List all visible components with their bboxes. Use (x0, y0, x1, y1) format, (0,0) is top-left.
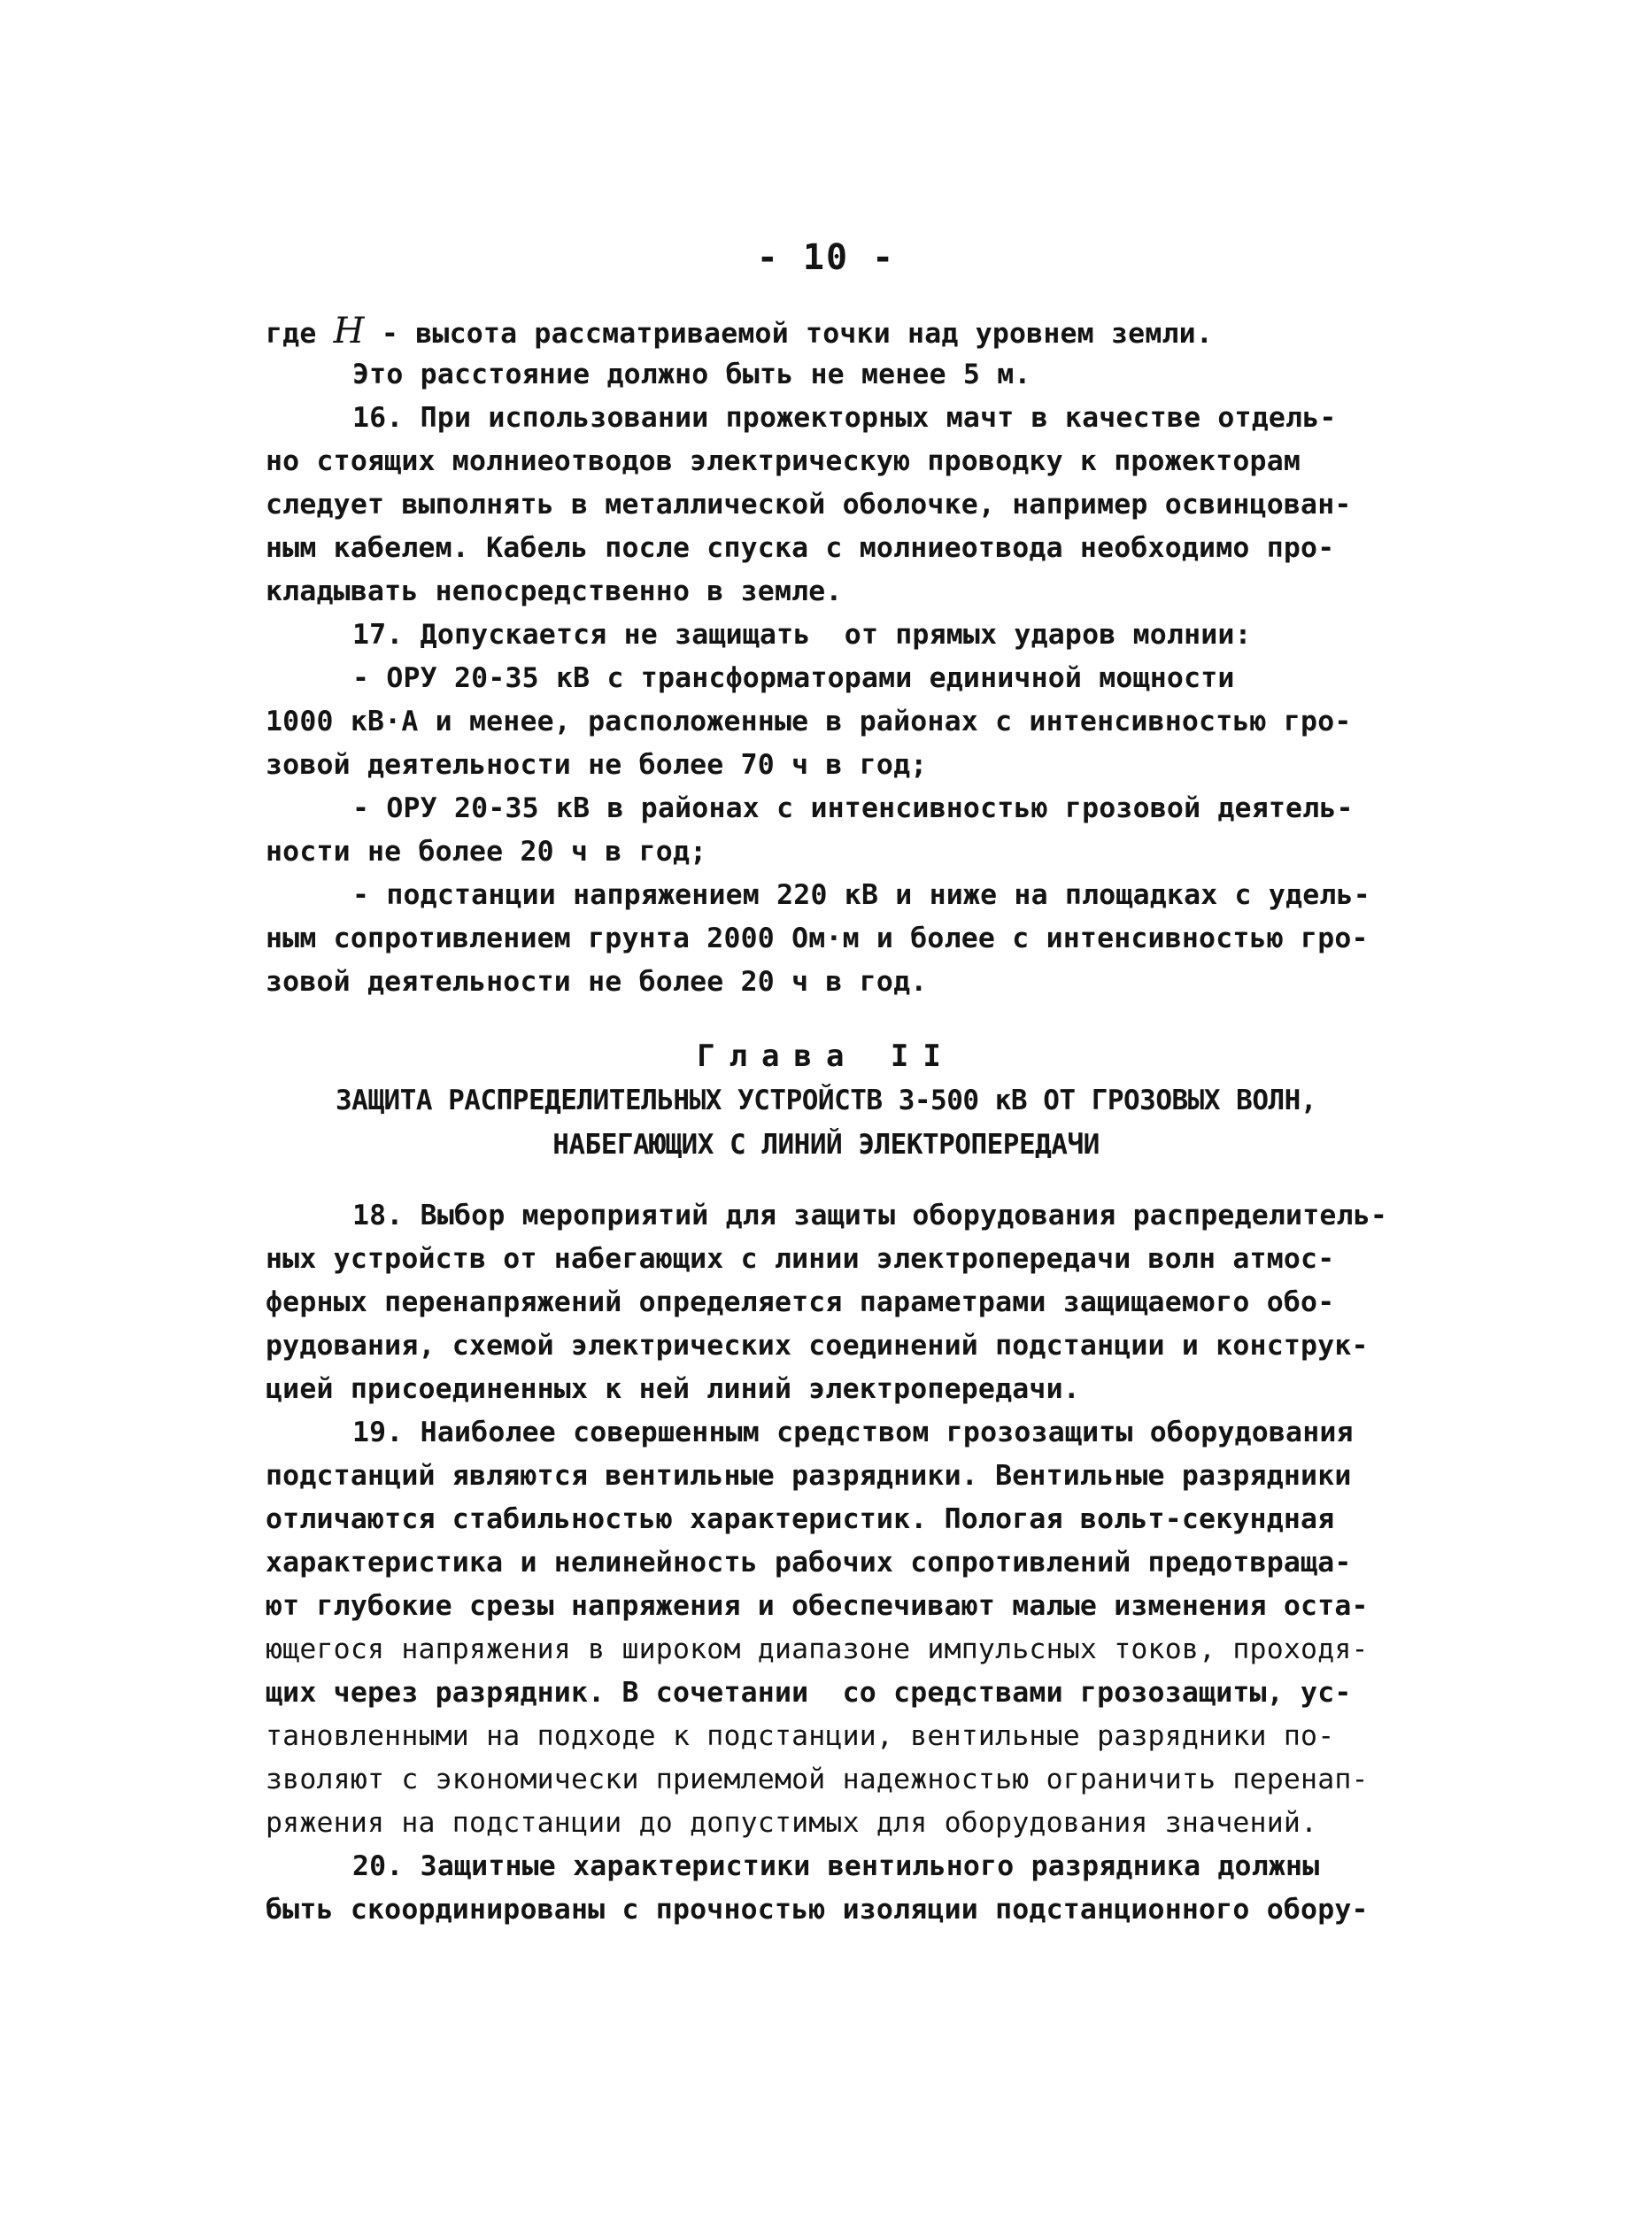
text-line: характеристика и нелинейность рабочих сопротивлений предотвраща- (266, 1547, 1352, 1579)
paragraph-18-start: 18. Выбор мероприятий для защиты оборудования распределитель- (352, 1200, 1388, 1232)
text-line: ным сопротивлением грунта 2000 Ом·м и более с интенсивностью гро- (266, 923, 1369, 954)
variable-h: H (333, 311, 365, 351)
chapter-title (0, 1078, 1652, 1167)
text-line: зовой деятельности не более 70 ч в год; (266, 749, 928, 781)
text-line: отличаются стабильностью характеристик. Пологая вольт-секундная (266, 1503, 1335, 1535)
text-line: следует выполнять в металлической оболочке, например освинцован- (266, 489, 1352, 521)
chapter-title-line: ЗАЩИТА РАСПРЕДЕЛИТЕЛЬНЫХ УСТРОЙСТВ 3-500 кВ ОТ ГРОЗОВЫХ ВОЛН, (336, 1085, 1316, 1116)
paragraph-19-start: 19. Наиболее совершенным средством грозозащиты оборудования (352, 1417, 1354, 1448)
text-line: ферных перенапряжений определяется параметрами защищаемого обо- (266, 1286, 1335, 1318)
section-bottom (266, 1194, 1408, 1932)
text-line: но стоящих молниеотводов электрическую проводку к прожекторам (266, 445, 1301, 477)
text-line: ряжения на подстанции до допустимых для оборудования значений. (266, 1807, 1318, 1839)
text-line (266, 310, 1408, 353)
text-line: 1000 кВ·А и менее, расположенные в районах с интенсивностью гро- (266, 706, 1352, 737)
text-fragment: где (266, 318, 334, 350)
text-line: кладывать непосредственно в земле. (266, 575, 843, 607)
text-line: зволяют с экономически приемлемой надежностью ограничить перенап- (266, 1764, 1369, 1795)
text-line: ным кабелем. Кабель после спуска с молниеотвода необходимо про- (266, 532, 1335, 564)
text-line: быть скоординированы с прочностью изоляции подстанционного обору- (266, 1894, 1369, 1926)
list-item: - ОРУ 20-35 кВ в районах с интенсивностью грозовой деятель- (352, 792, 1354, 824)
paragraph-20-start: 20. Защитные характеристики вентильного разрядника должны (352, 1850, 1320, 1882)
text-line: ют глубокие срезы напряжения и обеспечивают малые изменения оста- (266, 1590, 1369, 1622)
text-line: тановленными на подходе к подстанции, вентильные разрядники по- (266, 1720, 1335, 1752)
page-number: - 10 - (756, 237, 896, 278)
text-line: ющегося напряжения в широком диапазоне импульсных токов, проходя- (266, 1633, 1369, 1665)
paragraph-16-start: 16. При использовании прожекторных мачт в качестве отдель- (352, 402, 1337, 434)
text-line: щих через разрядник. В сочетании со средствами грозозащиты, ус- (266, 1677, 1352, 1709)
chapter-heading: Глава II (697, 1039, 955, 1074)
text-line: цией присоединенных к ней линий электропередачи. (266, 1373, 1080, 1405)
text-line: ных устройств от набегающих с линии электропередачи волн атмос- (266, 1243, 1335, 1275)
text-line: Это расстояние должно быть не менее 5 м. (352, 359, 1031, 390)
list-item: - подстанции напряжением 220 кВ и ниже на площадках с удель- (352, 879, 1370, 911)
text-line: ности не более 20 ч в год; (266, 836, 707, 868)
text-line: подстанций являются вентильные разрядники. Вентильные разрядники (266, 1460, 1352, 1492)
text-fragment: - высота рассматриваемой точки над уровнем земли. (364, 318, 1213, 350)
paragraph-17-start: 17. Допускается не защищать от прямых ударов молнии: (352, 619, 1252, 651)
text-line: зовой деятельности не более 20 ч в год. (266, 966, 928, 998)
section-top (266, 310, 1408, 1004)
text-line: рудования, схемой электрических соединений подстанции и конструк- (266, 1330, 1369, 1362)
list-item: - ОРУ 20-35 кВ с трансформаторами единичной мощности (352, 662, 1235, 694)
chapter-title-line: НАБЕГАЮЩИХ С ЛИНИЙ ЭЛЕКТРОПЕРЕДАЧИ (552, 1129, 1100, 1161)
